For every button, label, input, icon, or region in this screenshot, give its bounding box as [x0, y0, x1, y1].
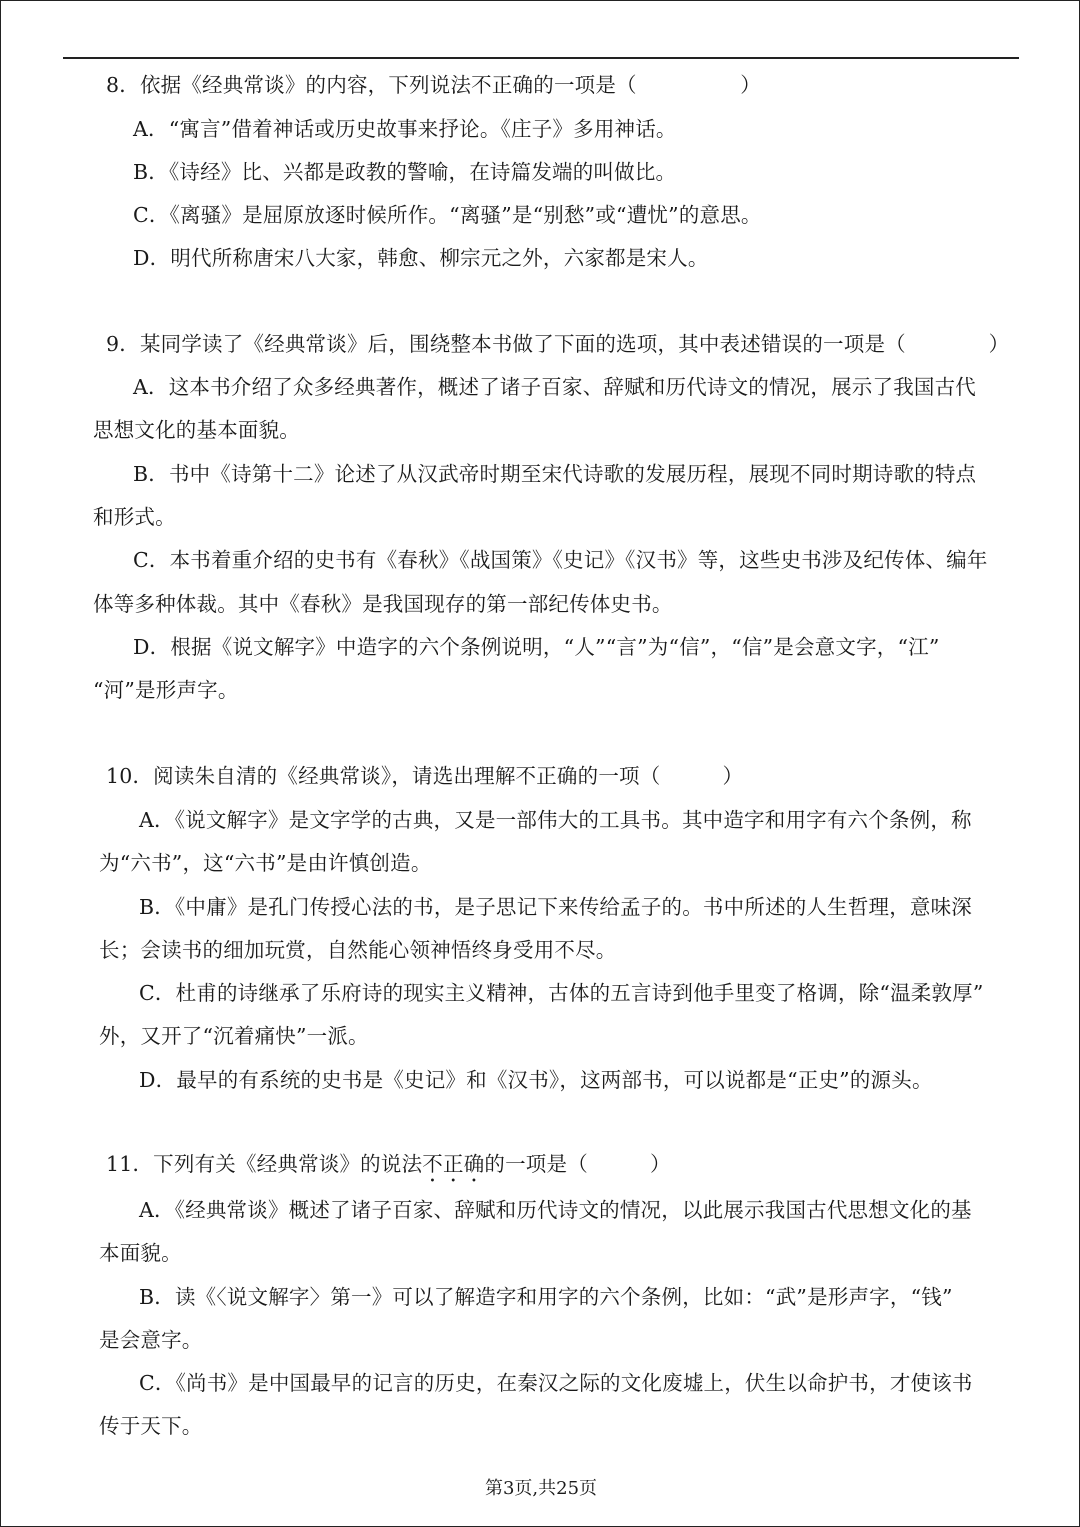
question-10-stem: 10．阅读朱自清的《经典常谈》，请选出理解不正确的一项（ ）	[106, 764, 744, 788]
question-9-option-c-cont: 体等多种体裁。其中《春秋》是我国现存的第一部纪传体史书。	[93, 592, 673, 616]
question-8-stem: 8．依据《经典常谈》的内容，下列说法不正确的一项是（ ）	[106, 73, 761, 97]
question-10-option-b-cont: 长；会读书的细加玩赏，自然能心领神悟终身受用不尽。	[99, 938, 617, 962]
question-9-option-a-cont: 思想文化的基本面貌。	[93, 418, 300, 442]
question-9-option-b: B．书中《诗第十二》论述了从汉武帝时期至宋代诗歌的发展历程，展现不同时期诗歌的特点	[133, 462, 977, 486]
question-8-option-a: A．“寓言”借着神话或历史故事来抒论。《庄子》多用神话。	[133, 117, 677, 141]
question-10-option-b: B．《中庸》是孔门传授心法的书，是子思记下来传给孟子的。书中所述的人生哲理，意味深	[139, 895, 973, 919]
question-8-option-c: C．《离骚》是屈原放逐时候所作。“离骚”是“别愁”或“遭忧”的意思。	[133, 203, 762, 227]
question-11-option-b-cont: 是会意字。	[99, 1328, 203, 1352]
question-9-option-c: C．本书着重介绍的史书有《春秋》《战国策》《史记》《汉书》等，这些史书涉及纪传体、编年	[133, 548, 988, 572]
question-10-option-a-cont: 为“六书”，这“六书”是由许慎创造。	[99, 851, 432, 875]
question-11-option-c-cont: 传于天下。	[99, 1414, 203, 1438]
question-8-option-b: B．《诗经》比、兴都是政教的警喻，在诗篇发端的叫做比。	[133, 160, 677, 184]
question-9-option-d-cont: “河”是形声字。	[93, 678, 239, 702]
question-10-option-d: D．最早的有系统的史书是《史记》和《汉书》，这两部书，可以说都是“正史”的源头。	[139, 1068, 933, 1092]
question-8-option-d: D．明代所称唐宋八大家，韩愈、柳宗元之外，六家都是宋人。	[133, 246, 709, 270]
question-11-option-a-cont: 本面貌。	[99, 1241, 182, 1265]
page-number: 第3页,共25页	[484, 1478, 598, 1499]
question-10-option-c: C．杜甫的诗继承了乐府诗的现实主义精神，古体的五言诗到他手里变了格调，除“温柔敦厚”	[139, 981, 984, 1005]
question-10-option-a: A．《说文解字》是文字学的古典，又是一部伟大的工具书。其中造字和用字有六个条例，称	[139, 808, 972, 832]
question-9-option-d: D．根据《说文解字》中造字的六个条例说明，“人”“言”为“信”，“信”是会意文字，“江”	[133, 635, 940, 659]
question-11-option-c: C．《尚书》是中国最早的记言的历史，在秦汉之际的文化废墟上，伏生以命护书，才使该书	[139, 1371, 973, 1395]
question-11-stem	[106, 1151, 671, 1187]
question-10-option-c-cont: 外，又开了“沉着痛快”一派。	[99, 1024, 369, 1048]
question-11-stem-before: 11．下列有关《经典常谈》的说法	[106, 1152, 423, 1176]
question-11-stem-emphasis: 不正确	[422, 1152, 485, 1176]
question-9-option-a: A．这本书介绍了众多经典著作，概述了诸子百家、辞赋和历代诗文的情况，展示了我国古代	[133, 375, 977, 399]
question-11-option-b: B．读《〈说文解字〉第一》可以了解造字和用字的六个条例，比如：“武”是形声字，“钱”	[139, 1285, 953, 1309]
question-9-stem: 9．某同学读了《经典常谈》后，围绕整本书做了下面的选项，其中表述错误的一项是（ ）	[106, 332, 1010, 356]
question-9-option-b-cont: 和形式。	[93, 505, 176, 529]
header-rule	[63, 57, 1019, 59]
question-11-option-a: A．《经典常谈》概述了诸子百家、辞赋和历代诗文的情况，以此展示我国古代思想文化的基	[139, 1198, 972, 1222]
question-11-stem-after: 的一项是（ ）	[484, 1152, 671, 1176]
